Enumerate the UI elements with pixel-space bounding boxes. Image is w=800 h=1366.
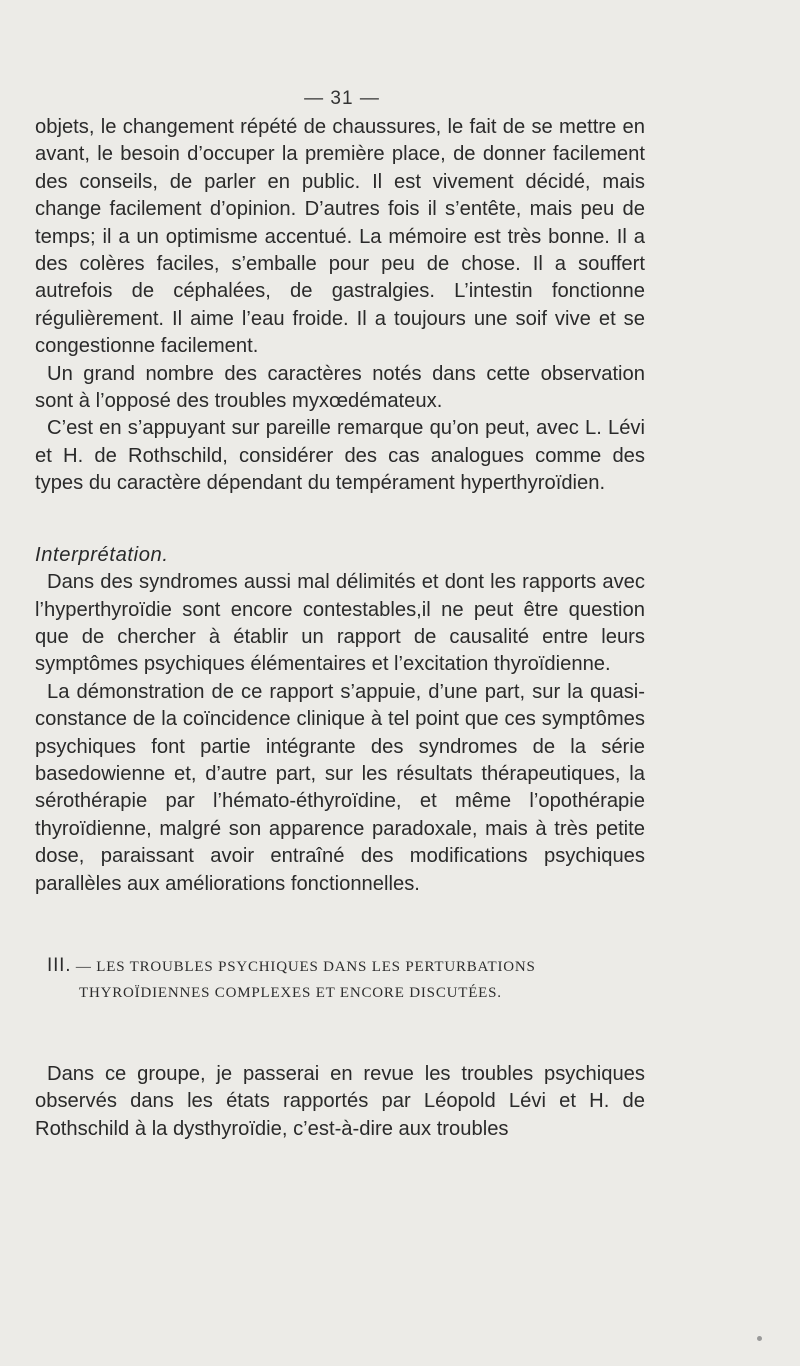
paper-speck [757,1336,762,1341]
section-dash: — [75,958,92,975]
paragraph: objets, le changement répété de chaussures, le fait de se mettre en avant, le besoin d’occuper la première place, de donner facilement des conseils, de parler en public. Il est vivement décidé, mais change facilement d’opinion. D’autres fois il s’entête, mais peu de temps; il a un optimisme accentué. La mémoire est très bonne. Il a des colères faciles, s’emballe pour peu de chose. Il a souffert autrefois de céphalées, de gastralgies. L’intestin fonctionne régulièrement. Il aime l’eau froide. Il a toujours une soif vive et se congestionne facilement. [35,116,645,358]
section-heading-italic: Interprétation. [35,543,169,566]
paragraph: Un grand nombre des caractères notés dans cette observation sont à l’opposé des troubles myxœdémateux. [35,362,645,413]
section-title-line1: LES TROUBLES PSYCHIQUES DANS LES PERTURBATIONS [96,958,536,975]
paragraph: La démonstration de ce rapport s’appuie, d’une part, sur la quasi-constance de la coïncidence clinique à tel point que ces symptômes psychiques font partie intégrante des syndromes de la série basedowienne et, d’autre part, sur les résultats thérapeutiques, la sérothérapie par l’hémato-éthyroïdine, et même l’opothérapie thyroïdienne, malgré son apparence paradoxale, mais à très petite dose, paraissant avoir entraîné des modifications psychiques parallèles aux améliorations fonctionnelles. [35,680,645,895]
page-body [35,114,645,1143]
page-number: — 31 — [304,88,380,109]
paragraph: Dans des syndromes aussi mal délimités et dont les rapports avec l’hyperthyroïdie sont encore contestables,il ne peut être question que de chercher à établir un rapport de causalité entre leurs symptômes psychiques élémentaires et l’excitation thyroïdienne. [35,571,645,676]
section-number: III. [47,954,72,976]
section-title [35,953,645,1006]
paragraph: Dans ce groupe, je passerai en revue les troubles psychiques observés dans les états rapportés par Léopold Lévi et H. de Rothschild à la dysthyroïdie, c’est-à-dire aux troubles [35,1062,645,1140]
paragraph: C’est en s’appuyant sur pareille remarque qu’on peut, avec L. Lévi et H. de Rothschild, considérer des cas analogues comme des types du caractère dépendant du tempérament hyperthyroïdien. [35,417,645,495]
section-title-line2: THYROÏDIENNES COMPLEXES ET ENCORE DISCUTÉES. [79,984,502,1001]
